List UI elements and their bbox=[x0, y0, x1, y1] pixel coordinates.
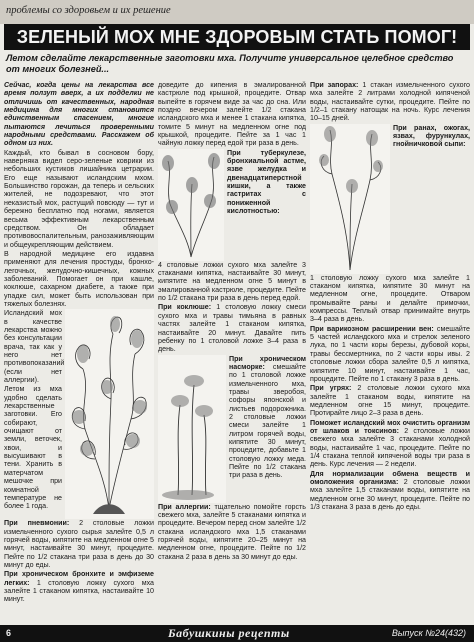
allergy-text: тщательно помойте горсть свежего мха, залейте 5 стаканами кипятка и процедите. Вечером перед сном залейте 1/2 стакана исландского мха 1,5 стаканами горячей воды, кипятите 20–25 минут на медленном огне, процедите. Пейте по 1/2 стакана 2 раза в день за 30 минут до еды. bbox=[158, 502, 306, 561]
wounds-section bbox=[310, 124, 470, 274]
wounds-heading bbox=[393, 124, 470, 273]
cough-paragraph bbox=[158, 303, 306, 353]
allergy-paragraph bbox=[158, 503, 306, 561]
paragraph: Летом из мха удобно сделать лекарственные заготовки. Его собирают, очищают от земли, веточек, хвои, и высушивают в тени. Хранить в матерчатом мешочке при комнатной температуре не более 1 года. bbox=[4, 385, 62, 511]
cough-heading: При коклюше: bbox=[158, 303, 212, 312]
lichen-drawing bbox=[158, 149, 224, 261]
detox-paragraph bbox=[310, 419, 470, 469]
veins-paragraph bbox=[310, 325, 470, 383]
pneumonia-paragraph bbox=[4, 519, 154, 569]
issue-number: Выпуск №24(432) bbox=[391, 628, 466, 638]
text-block bbox=[4, 309, 65, 519]
sprig-drawing bbox=[310, 124, 390, 274]
allergy-heading: При аллергии: bbox=[158, 502, 211, 511]
metabolism-paragraph bbox=[310, 470, 470, 512]
wounds-heading-text: При ранах, ожогах, язвах, фурункулах, гнойничковой сыпи: bbox=[393, 123, 470, 149]
article-lead: Летом сделайте лекарственные заготовки мха. Получите универсальное целебное средство от многих болезней... bbox=[6, 53, 454, 74]
column-2 bbox=[158, 81, 306, 624]
metabolism-text: 2 столовые ложки мха залейте 1,5 стаканами воды, кипятите на медленном огне 30 минут, процедите. Пейте по 1/3 стакана 3 раза в день до еды. bbox=[310, 477, 470, 511]
intro-paragraph: Сейчас, когда цены на лекарства все время ползут вверх, а их подделки не отличишь от качественных, народная медицина для многих становится единственным спасением, многие пытаются лечиться проверенными народными средствами. Расскажем об одном из них. bbox=[4, 81, 154, 148]
acne-heading: При угрях: bbox=[310, 384, 352, 393]
publication-brand: Бабушкины рецепты bbox=[168, 626, 290, 640]
tb-text: 4 столовые ложки сухого мха залейте 3 стаканами кипятка, настаивайте 30 минут, кипятите на медленном огне 5 минут в эмалированной кастрюле, процедите. Пейте по 1/2 стакана три раза в день перед едой. bbox=[158, 260, 306, 303]
bronchitis-paragraph bbox=[4, 570, 154, 603]
paragraph: доведите до кипения в эмалированной кастрюле под крышкой, процедите. Отвар выпейте в горячем виде за час до сна. Или поздно вечером залейте 1/2 стакана исландского мха и менее 1 стакана кипятка, томите 5 минут на медленном огне под крышкой, процедите. Пейте за 1 час 1 чайную ложку перед едой три раза в день. bbox=[158, 81, 306, 148]
constipation-heading: При запорах: bbox=[310, 81, 359, 89]
rhinitis-section bbox=[158, 355, 306, 503]
moss-illustration bbox=[65, 309, 154, 519]
column-1 bbox=[4, 81, 154, 624]
constipation-section bbox=[310, 81, 470, 124]
pneumonia-heading: При пневмонии: bbox=[4, 519, 70, 528]
detox-heading: Поможет исландский мох очистить организм от шлаков и токсинов: bbox=[310, 418, 470, 435]
cladonia-drawing bbox=[158, 355, 226, 503]
sprig-illustration bbox=[310, 124, 390, 274]
veins-heading: При варикозном расширении вен: bbox=[310, 324, 434, 333]
paragraph: В народной медицине его издавна применяют для лечения простуды, бронхо-легочных, желудочно-кишечных, кожных заболеваний. Помогает он при кашле, коклюше, сахарном диабете, а также при упадке сил, может быть использован при тяжелых болезнях. bbox=[4, 249, 154, 308]
acne-paragraph bbox=[310, 384, 470, 417]
tb-section bbox=[158, 149, 306, 261]
moss-section bbox=[4, 309, 154, 519]
column-3 bbox=[310, 81, 470, 624]
pneumonia-text: 2 столовые ложки измельченного сухого сырья залейте 0,5 л горячей воды, кипятите на медленном огне 5 минут, настаивайте 30 минут, процедите. Пейте по 1/2 стакана три раза в день до 30 минут до еды. bbox=[4, 519, 154, 569]
paragraph: Исландский мох в качестве лекарства можно без консультации врача, так как у него нет противопоказаний (если нет аллергии). bbox=[4, 309, 65, 385]
page-footer bbox=[0, 625, 474, 642]
bronchitis-text: 1 столовую ложку сухого мха залейте 1 стаканом кипятка, настаивайте 10 минут. bbox=[4, 578, 154, 604]
article-title: ЗЕЛЕНЫЙ МОХ МНЕ ЗДОРОВЫМ СТАТЬ ПОМОГ! bbox=[4, 24, 470, 50]
paragraph: Каждый, кто бывал в сосновом бору, наверняка видел серо-зеленые коврики из небольших кустиков лишайника цетрарии. Его еще называют исландским мхом. Большинство горожан, да теперь и сельских жителей, не подозревают, что этот неказистый мох, растущий повсюду — тут и бережно бесплатно под ногами, является весьма эффективным лекарственным средством. Он обладает противовоспалительным, ранозаживляющим и общеукрепляющим действием. bbox=[4, 148, 154, 249]
section-band bbox=[0, 0, 474, 24]
constipation-text: 1 стакан измельченного сухого мха залейте 2 литрами холодной кипяченой воды, настаивайте сутки, процедите. Пейте по 1/2–1 стакану натощак на ночь. Курс лечения 10–15 дней. bbox=[310, 81, 470, 123]
section-kicker: проблемы со здоровьем и их решение bbox=[6, 5, 171, 16]
lichen-illustration bbox=[158, 149, 224, 261]
cough-text: 1 столовую ложку смеси сухого мха и травы тимьяна в равных частях залейте 1 стаканом кипятка, настаивайте 20 минут. Давайте пить ребенку по 1 столовой ложке 3–4 раза в день. bbox=[158, 303, 306, 354]
rhinitis-text: смешайте по 1 столовой ложке измельченного мха, травы зверобоя, софоры японской и листьев подорожника. 2 столовые ложки смеси залейте 1 литром горячей воды, кипятите 30 минут, процедите, добавьте 1 столовую ложку меда. Пейте по 1/2 стакана три раза в день. bbox=[229, 362, 306, 480]
bronchitis-heading: При хроническом бронхите и эмфиземе легких: bbox=[4, 570, 154, 587]
tb-heading-text: При туберкулезе, бронхиальной астме, язве желудка и двенадцатиперстной кишки, а также гастритах с пониженной кислотностью: bbox=[227, 148, 306, 216]
metabolism-heading: Для нормализации обмена веществ и омоложения организма: bbox=[310, 469, 470, 486]
veins-text: смешайте 5 частей исландского мха и стрелок зеленого лука, по 1 части коры березы, дубовой коры, травы бессмертника, по 2 части коры ивы. 2 столовые ложки сбора залейте 0,5 л кипятка, кипятите 10 минут, настаивайте 1 час, процедите. Пейте по 1 стакану 3 раза в день. bbox=[310, 324, 470, 383]
acne-text: 2 столовые ложки сухого мха залейте 1 стаканом воды, кипятите на медленном огне 15 минут, процедите. Протирайте лицо 2–3 раза в день. bbox=[310, 384, 470, 418]
moss-drawing bbox=[65, 309, 154, 519]
cladonia-illustration bbox=[158, 355, 226, 503]
wounds-text: 1 столовую ложку сухого мха залейте 1 стаканом кипятка, кипятите 30 минут на медленном огне, процедите. Отваром промывайте раны и делайте примочки, компрессы. Теплый отвар принимайте внутрь 3–4 раза в день. bbox=[310, 273, 470, 324]
constipation-paragraph bbox=[310, 81, 470, 123]
detox-text: 2 столовые ложки свежего мха залейте 3 стаканами холодной воды, настаивайте 1 час, процедите. Пейте по 1/4 стакана теплой кипяченой воды три раза в день. Курс лечения — 2 недели. bbox=[310, 426, 470, 469]
rhinitis-heading: При хроническом насморке: bbox=[229, 354, 306, 371]
rhinitis-paragraph bbox=[229, 355, 306, 502]
tb-heading bbox=[227, 149, 306, 260]
page-number: 6 bbox=[6, 628, 12, 638]
